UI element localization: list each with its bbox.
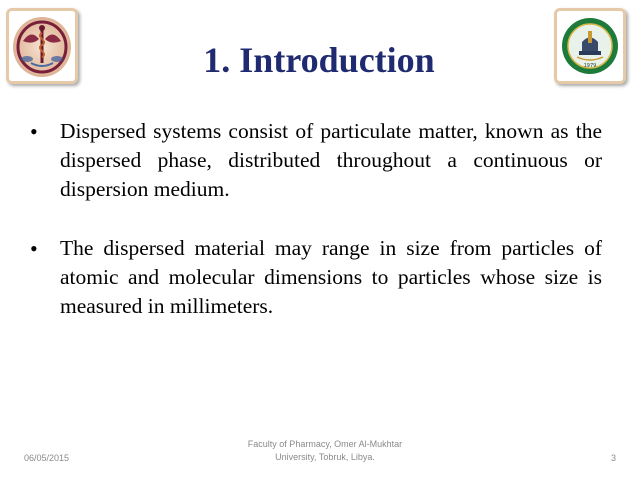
footer-institution-line2: University, Tobruk, Libya.	[275, 452, 375, 462]
bullet-text: The dispersed material may range in size from particles of atomic and molecular dimensions to particles whose size is measured in millimeters.	[60, 236, 602, 318]
footer-institution-line1: Faculty of Pharmacy, Omer Al-Mukhtar	[247, 439, 403, 449]
page-title: 1. Introduction	[203, 40, 435, 80]
bullet-marker: •	[30, 236, 38, 261]
bullet-marker: •	[30, 119, 38, 144]
bullet-list	[30, 117, 602, 321]
seal-year: 1979	[583, 63, 597, 69]
bullet-item	[30, 234, 602, 321]
page-number: 3	[610, 453, 616, 463]
bullet-text: Dispersed systems consist of particulate matter, known as the dispersed phase, distributed throughout a continuous or dispersion medium.	[60, 119, 602, 201]
footer-institution	[230, 438, 420, 464]
bullet-item	[30, 117, 602, 204]
footer-date: 06/05/2015	[24, 453, 70, 463]
